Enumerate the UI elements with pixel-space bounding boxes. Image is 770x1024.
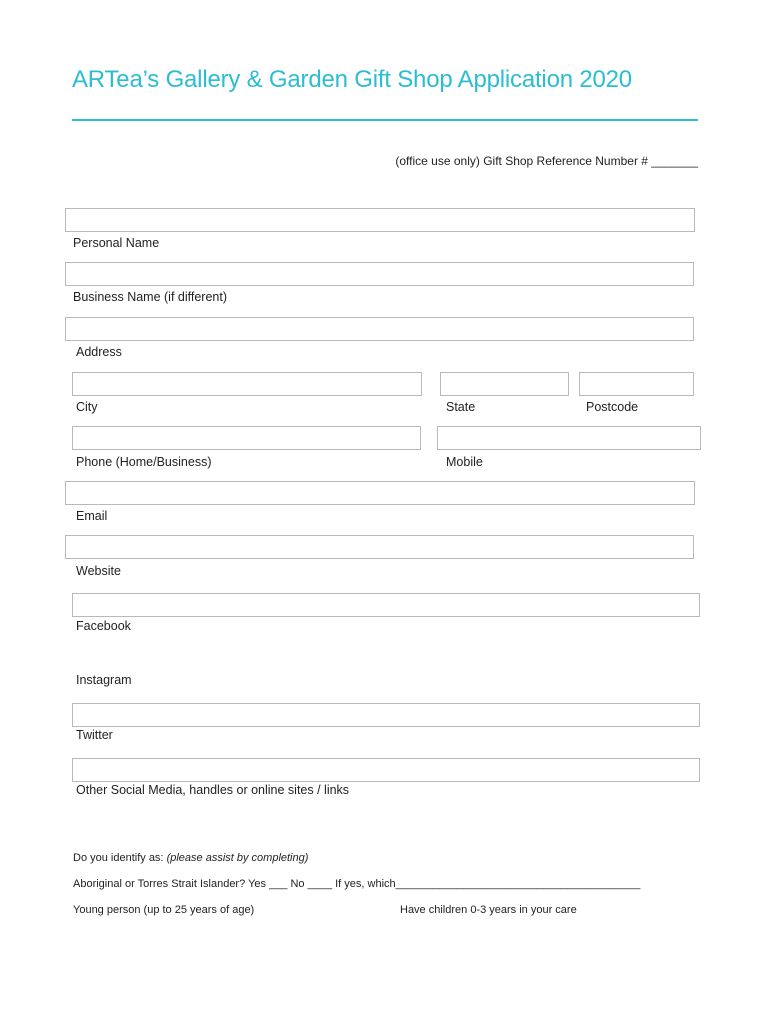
postcode-label: Postcode — [586, 400, 639, 414]
phone-label: Phone (Home/Business) — [76, 455, 212, 469]
form-title: ARTea’s Gallery & Garden Gift Shop Application 2020 — [72, 66, 632, 93]
children-option: Have children 0-3 years in your care — [400, 904, 577, 916]
mobile-input[interactable] — [437, 426, 701, 450]
address-label: Address — [76, 345, 122, 359]
address-input[interactable] — [65, 317, 694, 341]
city-input[interactable] — [72, 372, 422, 396]
aboriginal-question[interactable]: Aboriginal or Torres Strait Islander? Yes ___ No ____ If yes, which________________________________________ — [73, 878, 641, 890]
young-person-option: Young person (up to 25 years of age) — [73, 904, 255, 916]
identify-question — [73, 852, 308, 864]
identify-hint: (please assist by completing) — [166, 852, 309, 864]
website-label: Website — [76, 564, 121, 578]
website-input[interactable] — [65, 535, 694, 559]
state-label: State — [446, 400, 476, 414]
twitter-label: Twitter — [76, 728, 113, 742]
other-social-label: Other Social Media, handles or online sites / links — [76, 783, 350, 797]
postcode-input[interactable] — [579, 372, 694, 396]
facebook-input[interactable] — [72, 593, 700, 617]
identify-question-text: Do you identify as: — [73, 852, 164, 864]
mobile-label: Mobile — [446, 455, 483, 469]
phone-input[interactable] — [72, 426, 421, 450]
personal-name-label: Personal Name — [73, 236, 160, 250]
state-input[interactable] — [440, 372, 569, 396]
instagram-label: Instagram — [76, 673, 132, 687]
other-social-input[interactable] — [72, 758, 700, 782]
business-name-label: Business Name (if different) — [73, 290, 227, 304]
city-label: City — [76, 400, 98, 414]
email-input[interactable] — [65, 481, 695, 505]
business-name-input[interactable] — [65, 262, 694, 286]
email-label: Email — [76, 509, 108, 523]
personal-name-input[interactable] — [65, 208, 695, 232]
title-underline — [72, 119, 698, 121]
office-reference-number: (office use only) Gift Shop Reference Number # _______ — [395, 154, 698, 168]
facebook-label: Facebook — [76, 619, 131, 633]
twitter-input[interactable] — [72, 703, 700, 727]
